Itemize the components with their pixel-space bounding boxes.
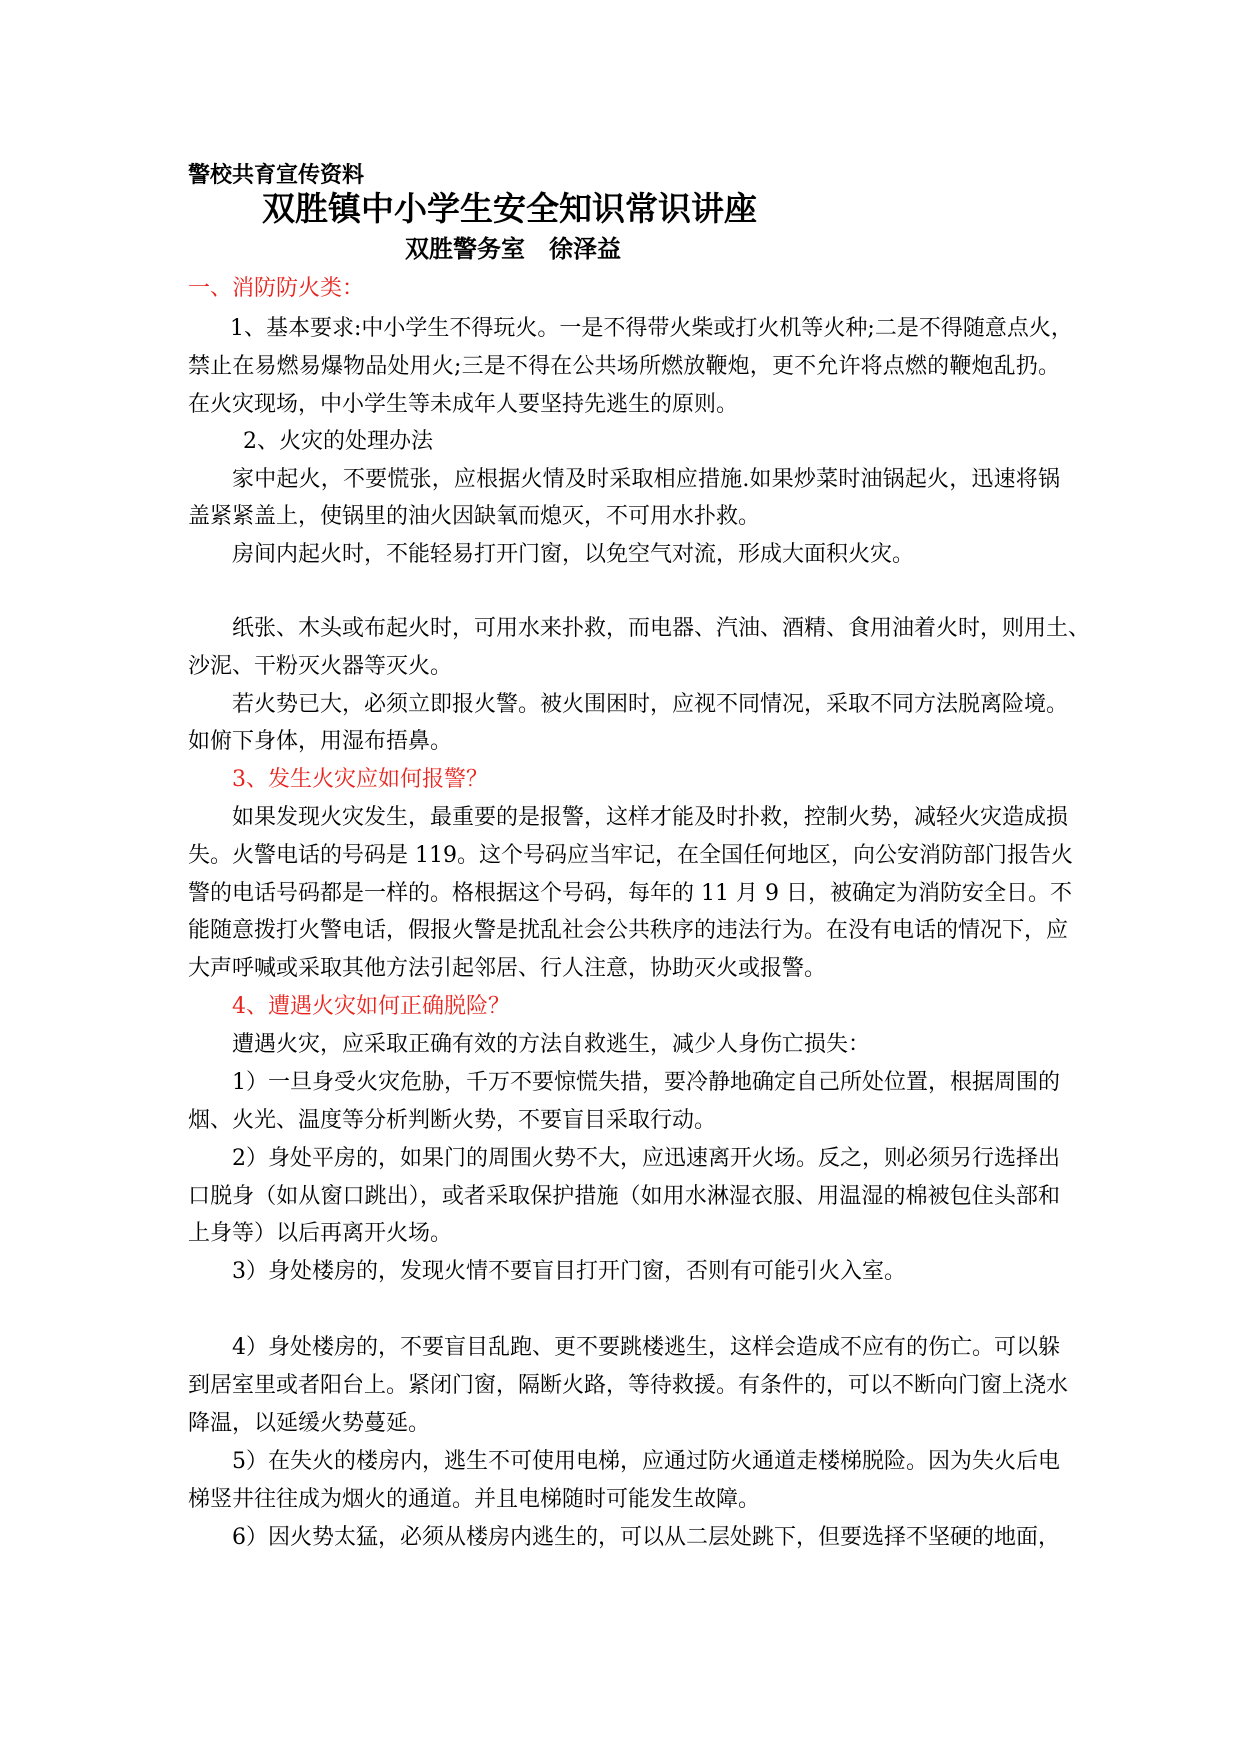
- paragraph-line: 上身等）以后再离开火场。: [188, 1221, 453, 1246]
- paragraph-line: 4）身处楼房的，不要盲目乱跑、更不要跳楼逃生，这样会造成不应有的伤亡。可以躲: [232, 1335, 1060, 1360]
- paragraph-line: 纸张、木头或布起火时，可用水来扑救，而电器、汽油、酒精、食用油着火时，则用土、: [232, 616, 1091, 641]
- paragraph-line: 警的电话号码都是一样的。格根据这个号码，每年的 11 月 9 日，被确定为消防安全日。不: [188, 881, 1072, 906]
- paragraph-line: 口脱身（如从窗口跳出），或者采取保护措施（如用水淋湿衣服、用温湿的棉被包住头部和: [188, 1184, 1060, 1209]
- doc-title: 双胜镇中小学生安全知识常识讲座: [262, 189, 757, 228]
- subheading-escape: 4、遭遇火灾如何正确脱险？: [232, 994, 510, 1019]
- paragraph-line: 能随意拨打火警电话，假报火警是扰乱社会公共秩序的违法行为。在没有电话的情况下，应: [188, 918, 1069, 943]
- paragraph-line: 房间内起火时，不能轻易打开门窗，以免空气对流，形成大面积火灾。: [232, 542, 915, 567]
- paragraph-line: 2）身处平房的，如果门的周围火势不大，应迅速离开火场。反之，则必须另行选择出: [232, 1146, 1060, 1171]
- paragraph-line: 到居室里或者阳台上。紧闭门窗，隔断火路，等待救援。有条件的，可以不断向门窗上浇水: [188, 1373, 1069, 1398]
- paragraph-line: 梯竖井往往成为烟火的通道。并且电梯随时可能发生故障。: [188, 1487, 761, 1512]
- paragraph-line: 若火势已大，必须立即报火警。被火围困时，应视不同情况，采取不同方法脱离险境。: [232, 692, 1069, 717]
- paragraph-line: 如果发现火灾发生，最重要的是报警，这样才能及时扑救，控制火势，减轻火灾造成损: [232, 805, 1069, 830]
- paragraph-line: 如俯下身体，用湿布捂鼻。: [188, 729, 453, 754]
- paragraph-line: 降温，以延缓火势蔓延。: [188, 1411, 431, 1436]
- paragraph-line: 1）一旦身受火灾危胁，千万不要惊慌失措，要冷静地确定自己所处位置，根据周围的: [232, 1070, 1060, 1095]
- paragraph-line: 失。火警电话的号码是 119。这个号码应当牢记，在全国任何地区，向公安消防部门报告火: [188, 843, 1073, 868]
- paragraph-line: 1、基本要求:中小学生不得玩火。一是不得带火柴或打火机等火种;二是不得随意点火，: [230, 316, 1073, 341]
- paragraph-line: 禁止在易燃易爆物品处用火;三是不得在公共场所燃放鞭炮，更不允许将点燃的鞭炮乱扔。: [188, 354, 1060, 379]
- doc-label: 警校共育宣传资料: [188, 163, 365, 188]
- paragraph-line: 5）在失火的楼房内，逃生不可使用电梯，应通过防火通道走楼梯脱险。因为失火后电: [232, 1449, 1060, 1474]
- subheading-fire-handling: 2、火灾的处理办法: [243, 429, 433, 454]
- subheading-report-fire: 3、发生火灾应如何报警？: [232, 767, 488, 792]
- paragraph-line: 盖紧紧盖上，使锅里的油火因缺氧而熄灭，不可用水扑救。: [188, 504, 761, 529]
- section-heading-fire: 一、消防防火类：: [188, 276, 365, 301]
- paragraph-line: 遭遇火灾，应采取正确有效的方法自救逃生，减少人身伤亡损失：: [232, 1032, 871, 1057]
- paragraph-line: 沙泥、干粉灭火器等灭火。: [188, 654, 453, 679]
- doc-author: 双胜警务室 徐泽益: [405, 235, 621, 263]
- paragraph-line: 家中起火，不要慌张，应根据火情及时采取相应措施.如果炒菜时油锅起火，迅速将锅: [232, 467, 1060, 492]
- paragraph-line: 大声呼喊或采取其他方法引起邻居、行人注意，协助灭火或报警。: [188, 956, 827, 981]
- paragraph-line: 3）身处楼房的，发现火情不要盲目打开门窗，否则有可能引火入室。: [232, 1259, 906, 1284]
- paragraph-line: 6）因火势太猛，必须从楼房内逃生的，可以从二层处跳下，但要选择不坚硬的地面，: [232, 1525, 1060, 1550]
- paragraph-line: 烟、火光、温度等分析判断火势，不要盲目采取行动。: [188, 1108, 717, 1133]
- paragraph-line: 在火灾现场，中小学生等未成年人要坚持先逃生的原则。: [188, 392, 739, 417]
